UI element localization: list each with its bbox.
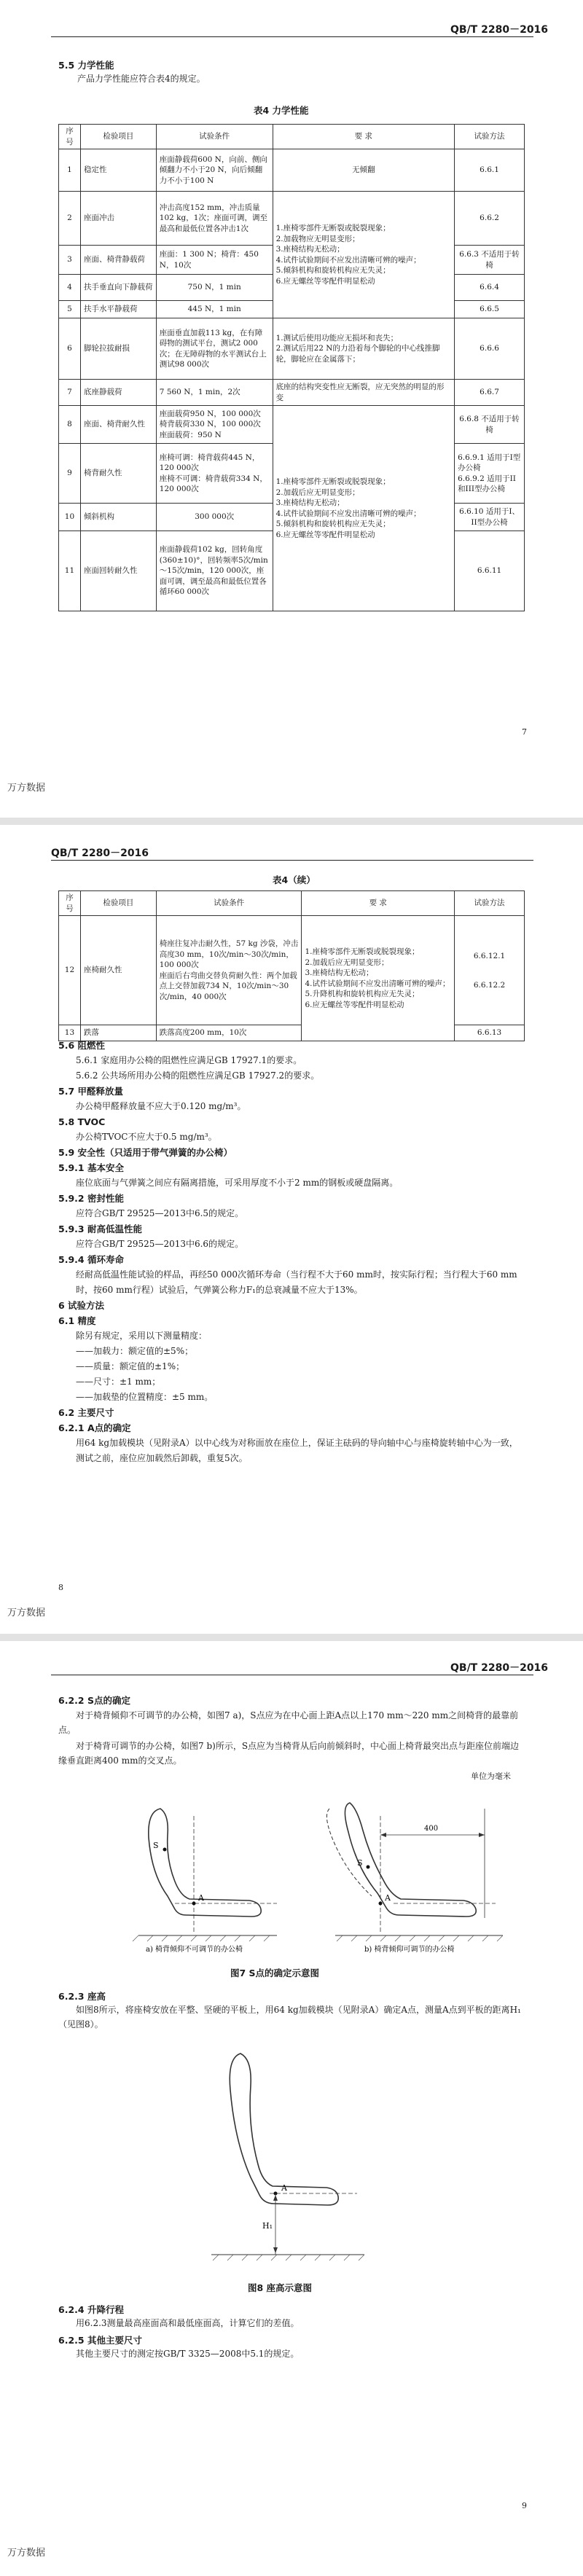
page-header: QB/T 2280－2016 (450, 24, 549, 36)
requirement-line: 5.升降机构和旋转机构应无失灵； (305, 990, 420, 998)
document-page-2 (0, 825, 583, 1634)
section-heading: 6.2 主要尺寸 (58, 1407, 114, 1418)
section-heading: 6.2.4 升降行程 (58, 2304, 124, 2315)
test-condition: 300 000次 (156, 504, 273, 531)
test-item: 座面、椅背耐久性 (80, 406, 156, 444)
column-header: 序号 (59, 891, 81, 916)
table-header-row (59, 891, 525, 916)
table-row (59, 149, 525, 192)
test-method: 6.6.5 (455, 301, 525, 318)
paragraph: 对于椅背倾仰不可调节的办公椅，如图7 a)，S点应为在中心面上距A点以上170 mm～220 mm之间椅背的最靠前点。 (58, 1710, 519, 1735)
row-number: 7 (59, 380, 81, 406)
requirement (273, 192, 455, 318)
requirement (302, 916, 455, 1041)
column-header: 要 求 (273, 125, 455, 149)
figure-7-title: 图7 S点的确定示意图 (230, 1968, 320, 1978)
requirement (273, 406, 455, 611)
row-number: 11 (59, 531, 81, 611)
test-item: 椅背耐久性 (80, 444, 156, 504)
paragraph: 应符合GB/T 29525—2013中6.5的规定。 (76, 1208, 244, 1218)
test-condition: 7 560 N，1 min，2次 (156, 380, 273, 406)
figure-7b-chair-adjustable-back (326, 1803, 503, 1941)
test-method: 6.6.3 不适用于转椅 (455, 246, 525, 275)
paragraph: 对于椅背可调节的办公椅，如图7 b)所示，S点应为当椅背从后向前倾斜时，中心面上椅背最突出点与距座位前端边缘垂直距离400 mm的交叉点。 (58, 1741, 520, 1766)
paragraph: ——质量：额定值的±1%； (76, 1361, 185, 1371)
body-text (58, 1038, 525, 1466)
row-number: 2 (59, 192, 81, 246)
figure-8-title: 图8 座高示意图 (248, 2282, 313, 2293)
table-title: 表4 力学性能 (254, 105, 309, 116)
header-rule (51, 36, 533, 37)
table-row (59, 916, 525, 1025)
row-number: 5 (59, 301, 81, 318)
test-method: 6.6.2 (455, 192, 525, 246)
test-condition: 750 N，1 min (156, 275, 273, 301)
table-row (59, 318, 525, 380)
section-heading: 6.2.1 A点的确定 (58, 1422, 131, 1433)
paragraph: 5.6.2 公共场所用办公椅的阻燃性应满足GB 17927.2的要求。 (76, 1070, 320, 1081)
table-title: 表4（续） (273, 874, 316, 885)
row-number: 8 (59, 406, 81, 444)
point-a-label: A (385, 1893, 391, 1903)
section-heading: 6.2.2 S点的确定 (58, 1695, 130, 1706)
test-item: 座面、椅背静载荷 (80, 246, 156, 275)
table-row (59, 380, 525, 406)
section-heading: 5.8 TVOC (58, 1116, 106, 1127)
column-header: 试验条件 (156, 891, 302, 916)
test-item: 稳定性 (80, 149, 156, 192)
requirement-line: 3.座椅结构无松动； (275, 245, 345, 254)
requirement-line: 2.加载后应无明显变形； (275, 488, 360, 497)
table-row (59, 192, 525, 246)
row-number: 4 (59, 275, 81, 301)
test-method: 6.6.6 (455, 318, 525, 380)
requirement-line: 3.座椅结构无松动； (305, 968, 374, 977)
paragraph: 用64 kg加载模块（见附录A）以中心线为对称面放在座位上，保证主砝码的导向轴中心与座椅旋转轴中心为一致，测试之前，座位应加载然后卸载，重复5次。 (76, 1438, 518, 1463)
paragraph: 办公椅TVOC不应大于0.5 mg/m³。 (76, 1132, 217, 1142)
section-heading: 6.1 精度 (58, 1315, 96, 1326)
paragraph: ——加载力：额定值的±5%； (76, 1346, 194, 1356)
point-a-label: A (198, 1893, 204, 1903)
section-heading: 5.6 阻燃性 (58, 1040, 105, 1051)
test-method: 6.6.11 (455, 531, 525, 611)
paragraph: 办公椅甲醛释放量不应大于0.120 mg/m³。 (76, 1101, 246, 1111)
source-watermark: 万方数据 (7, 1607, 46, 1618)
requirement-line: 2.加载物应无明显变形； (275, 234, 360, 243)
figure-7a-chair-fixed-back (133, 1809, 277, 1941)
test-item: 跌落 (80, 1025, 156, 1041)
row-number: 10 (59, 504, 81, 531)
point-s-label: S (153, 1841, 159, 1850)
page-header: QB/T 2280－2016 (51, 847, 149, 859)
test-condition: 座面：1 300 N；椅背：450 N，10次 (156, 246, 273, 275)
requirement: 底座的结构突变性应无断裂，应无突然的明显的形变 (273, 380, 455, 406)
section-heading: 6.2.3 座高 (58, 1991, 106, 2002)
section-heading: 6.2.5 其他主要尺寸 (58, 2335, 142, 2346)
mechanical-properties-table-continued (58, 890, 525, 1041)
test-condition: 冲击高度152 mm，冲击质量102 kg，1次；座面可调，调至最高和最低位置各冲击1次 (156, 192, 273, 246)
requirement-line: 6.应无螺丝等零配件明显松动 (305, 1000, 404, 1009)
source-watermark: 万方数据 (7, 2547, 46, 2558)
test-method: 6.6.1 (455, 149, 525, 192)
paragraph: 如图8所示，将座椅安放在平整、坚硬的平板上，用64 kg加载模块（见附录A）确定A点，测量A点到平板的距离H₁（见图8）。 (58, 2005, 521, 2029)
page-number: 9 (522, 2501, 527, 2510)
test-condition: 跌落高度200 mm，10次 (156, 1025, 302, 1041)
section-heading: 6 试验方法 (58, 1300, 105, 1311)
test-item: 倾斜机构 (80, 504, 156, 531)
row-number: 6 (59, 318, 81, 380)
test-method: 6.6.7 (455, 380, 525, 406)
document-page-1 (0, 0, 583, 818)
test-method: 6.6.8 不适用于转椅 (455, 406, 525, 444)
figure-7 (58, 1787, 525, 1954)
requirement: 无倾翻 (273, 149, 455, 192)
requirement (273, 318, 455, 380)
row-number: 3 (59, 246, 81, 275)
test-condition: 445 N，1 min (156, 301, 273, 318)
test-method: 6.6.9.1 适用于I型办公椅 6.6.9.2 适用于II和III型办公椅 (455, 444, 525, 504)
row-number: 13 (59, 1025, 81, 1041)
paragraph: 用6.2.3测量最高座面高和最低座面高，计算它们的差值。 (76, 2318, 300, 2328)
point-a-label: A (281, 2183, 287, 2193)
paragraph: 除另有规定，采用以下测量精度： (76, 1331, 208, 1341)
paragraph: 座位底面与气弹簧之间应有隔离措施，可采用厚度不小于2 mm的钢板或硬盘隔离。 (76, 1178, 399, 1188)
requirement-line: 5.倾斜机构和旋转机构应无失灵； (275, 520, 391, 528)
unit-note: 单位为毫米 (471, 1772, 511, 1781)
test-condition: 座面静载荷600 N，向前、侧向倾翻力不小于20 N，向后倾翻力不小于100 N (156, 149, 273, 192)
dimension-400-label: 400 (424, 1825, 439, 1833)
test-item: 座面冲击 (80, 192, 156, 246)
page-number: 7 (522, 727, 527, 737)
paragraph: 产品力学性能应符合表4的规定。 (77, 74, 206, 84)
requirement-line: 4.试件试验期间不应发出清晰可辨的噪声； (275, 255, 421, 265)
test-item: 座椅耐久性 (80, 916, 156, 1025)
section-heading: 5.7 甲醛释放量 (58, 1086, 123, 1097)
section-heading: 5.9.4 循环寿命 (58, 1254, 124, 1265)
paragraph: 5.6.1 家庭用办公椅的阻燃性应满足GB 17927.1的要求。 (76, 1055, 302, 1065)
paragraph: 应符合GB/T 29525—2013中6.6的规定。 (76, 1239, 244, 1249)
section-heading: 5.9.2 密封性能 (58, 1193, 124, 1204)
test-item: 扶手垂直向下静载荷 (80, 275, 156, 301)
test-method: 6.6.12.1 6.6.12.2 (455, 916, 525, 1025)
test-method: 6.6.13 (455, 1025, 525, 1041)
test-condition: 座面垂直加载113 kg，在有障碍物的测试平台，测试2 000次；在无障碍物的水平测试台上测试98 000次 (156, 318, 273, 380)
source-watermark: 万方数据 (7, 782, 46, 793)
figure-7b-caption: b) 椅背倾仰可调节的办公椅 (364, 1946, 455, 1954)
paragraph: ——加载垫的位置精度：±5 mm。 (76, 1392, 214, 1402)
test-item: 座面回转耐久性 (80, 531, 156, 611)
requirement-line: 1.座椅零部件无断裂或脱裂现象； (305, 947, 420, 956)
requirement-line: 1.座椅零部件无断裂或脱裂现象； (275, 477, 391, 486)
column-header: 序号 (59, 125, 81, 149)
table-row (59, 406, 525, 444)
point-s-label: S (357, 1858, 363, 1868)
test-condition: 座面静载荷102 kg，回转角度(360±10)°，回转频率5次/min～15次/min，120 000次，座面可调，调至最高和最低位置各循环60 000次 (156, 531, 273, 611)
test-item: 扶手水平静载荷 (80, 301, 156, 318)
requirement-line: 5.倾斜机构和旋转机构应无失灵； (275, 266, 391, 275)
test-item: 脚轮拉拔耐损 (80, 318, 156, 380)
test-condition: 座椅可调：椅背载荷445 N，120 000次 座椅不可调：椅背载荷334 N，120 000次 (156, 444, 273, 504)
requirement-line: 1.座椅零部件无断裂或脱裂现象； (275, 224, 391, 232)
page-separator (0, 818, 583, 825)
table-header-row (59, 125, 525, 149)
requirement-line: 4.试件试验期间不应发出清晰可辨的噪声； (305, 979, 450, 988)
column-header: 试验方法 (455, 891, 525, 916)
test-item: 底座静载荷 (80, 380, 156, 406)
row-number: 12 (59, 916, 81, 1025)
row-number: 9 (59, 444, 81, 504)
test-condition: 椅座往复冲击耐久性，57 kg 沙袋，冲击高度30 mm，10次/min～30次/min，100 000次 座面后右弯曲交替负荷耐久性：两个加载点上交替加载734 N，10次/min～30次/min，40 000次 (156, 916, 302, 1025)
test-condition: 座面载荷950 N，100 000次 椅背载荷330 N，100 000次 座面载荷：950 N (156, 406, 273, 444)
row-number: 1 (59, 149, 81, 192)
requirement-line: 1.测试后使用功能应无损坏和丧失； (275, 333, 399, 342)
page-number: 8 (58, 1583, 63, 1592)
column-header: 试验方法 (455, 125, 525, 149)
requirement-line: 6.应无螺丝等零配件明显松动 (275, 276, 375, 286)
column-header: 试验条件 (156, 125, 273, 149)
column-header: 检验项目 (80, 891, 156, 916)
column-header: 检验项目 (80, 125, 156, 149)
column-header: 要 求 (302, 891, 455, 916)
figure-7a-caption: a) 椅背倾仰不可调节的办公椅 (146, 1946, 243, 1954)
figure-8 (189, 2039, 379, 2272)
test-method: 6.6.4 (455, 275, 525, 301)
requirement-line: 2.测试后用22 N的力沿着每个脚轮的中心线推脚轮，脚轮应在金属落下； (275, 344, 440, 364)
test-method: 6.6.10 适用于I、II型办公椅 (455, 504, 525, 531)
header-rule (51, 860, 533, 861)
paragraph: 经耐高低温性能试验的样品，再经50 000次循环寿命（当行程不大于60 mm时，按实际行程；当行程大于60 mm时，按60 mm行程）试验后，气弹簧公称力F₁的总衰减量不应大于13%。 (76, 1269, 517, 1295)
requirement-line: 2.加载后应无明显变形； (305, 958, 389, 967)
section-heading: 5.9.3 耐高低温性能 (58, 1224, 142, 1234)
paragraph: ——尺寸：±1 mm； (76, 1377, 161, 1387)
requirement-line: 3.座椅结构无松动； (275, 498, 345, 507)
height-h1-label: H₁ (262, 2221, 273, 2231)
section-heading: 5.9.1 基本安全 (58, 1162, 124, 1173)
section-heading: 5.5 力学性能 (58, 60, 114, 71)
mechanical-properties-table (58, 124, 525, 611)
section-heading: 5.9 安全性（只适用于带气弹簧的办公椅） (58, 1147, 232, 1158)
page-header: QB/T 2280－2016 (450, 1662, 549, 1674)
page-separator (0, 1634, 583, 1641)
requirement-line: 4.试件试验期间不应发出清晰可辨的噪声； (275, 509, 421, 518)
requirement-line: 6.应无螺丝等零配件明显松动 (275, 530, 375, 539)
paragraph: 其他主要尺寸的测定按GB/T 3325—2008中5.1的规定。 (76, 2349, 300, 2359)
document-page-3 (0, 1641, 583, 2576)
